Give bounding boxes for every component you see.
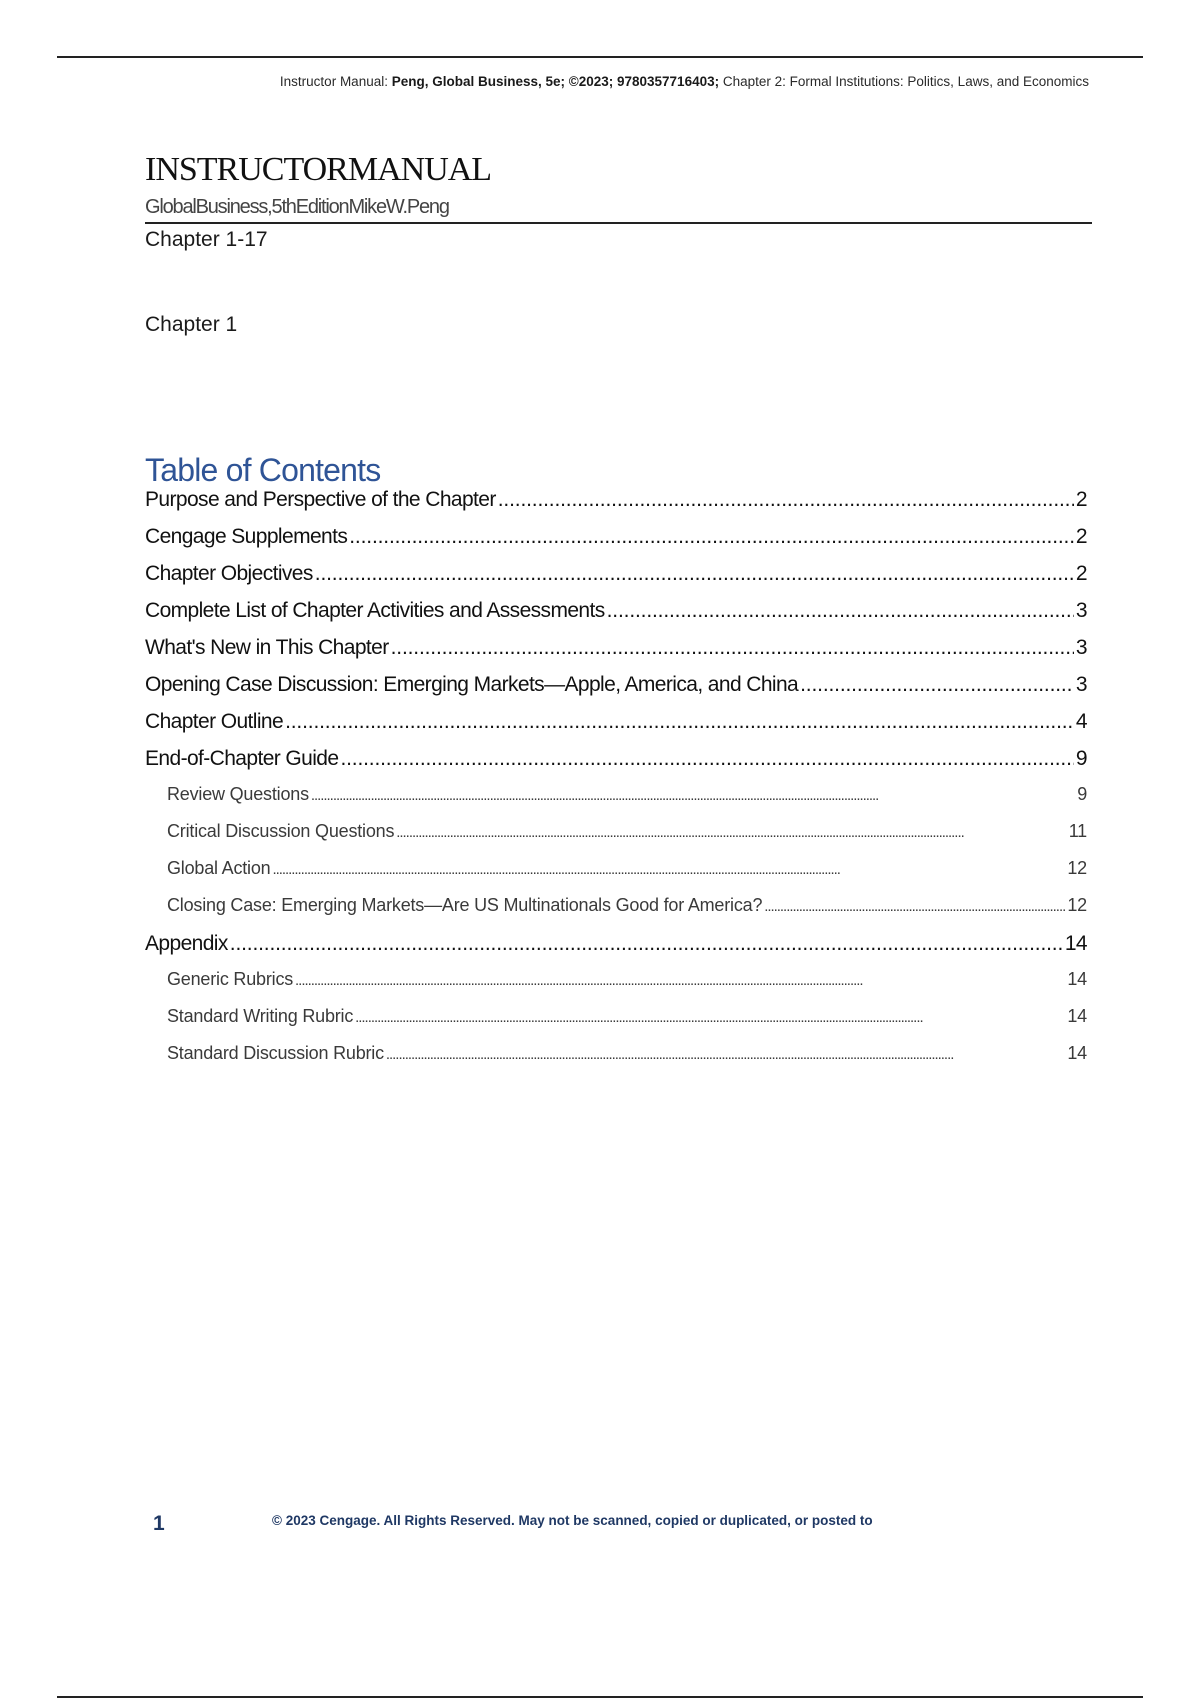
toc-page-number: 14 — [1064, 932, 1087, 955]
toc-entry-label: What's New in This Chapter — [145, 636, 389, 659]
toc-page-number: 14 — [1067, 1006, 1087, 1026]
toc-page-number: 2 — [1075, 488, 1087, 511]
toc-entry-opening-case[interactable] — [145, 673, 1087, 710]
chapter-label: Chapter 1 — [145, 313, 238, 336]
toc-entry-chapter-outline[interactable] — [145, 710, 1087, 747]
dot-leader — [295, 969, 1065, 990]
footer-copyright: © 2023 Cengage. All Rights Reserved. May not be scanned, copied or duplicated, or posted to — [272, 1513, 873, 1528]
toc-entry-appendix[interactable] — [145, 932, 1087, 969]
toc-entry-chapter-objectives[interactable] — [145, 562, 1087, 599]
toc-entry-end-of-chapter-guide[interactable] — [145, 747, 1087, 784]
toc-entry-label: Global Action — [167, 858, 271, 878]
dot-leader — [272, 858, 1065, 879]
header-rule — [57, 56, 1143, 58]
toc-entry-standard-writing-rubric[interactable] — [145, 1006, 1087, 1043]
dot-leader — [355, 1006, 1065, 1027]
toc-page-number: 9 — [1077, 784, 1087, 804]
running-header — [160, 72, 1089, 92]
toc-page-number: 3 — [1075, 673, 1087, 696]
dot-leader — [340, 747, 1073, 771]
toc-entry-cengage-supplements[interactable] — [145, 525, 1087, 562]
toc-entry-label: Review Questions — [167, 784, 309, 804]
toc-entry-activities-assessments[interactable] — [145, 599, 1087, 636]
toc-page-number: 12 — [1067, 895, 1087, 915]
toc-page-number: 9 — [1075, 747, 1087, 770]
running-header-prefix: Instructor Manual: — [279, 74, 392, 89]
dot-leader — [800, 673, 1074, 697]
dot-leader — [764, 895, 1065, 916]
dot-leader — [315, 562, 1074, 586]
toc-entry-review-questions[interactable] — [145, 784, 1087, 821]
running-header-chapter: Chapter 2: Formal Institutions: Politics, Laws, and Economics — [719, 74, 1089, 89]
footer-page-number: 1 — [153, 1512, 165, 1535]
document-subtitle: GlobalBusiness,5thEditionMikeW.Peng — [145, 196, 449, 218]
dot-leader — [230, 932, 1063, 956]
dot-leader — [386, 1043, 1065, 1064]
toc-entry-label: Critical Discussion Questions — [167, 821, 395, 841]
toc-entry-label: Closing Case: Emerging Markets—Are US Multinationals Good for America? — [167, 895, 763, 915]
toc-entry-label: Generic Rubrics — [167, 969, 294, 989]
toc-entry-global-action[interactable] — [145, 858, 1087, 895]
toc-entry-label: Chapter Objectives — [145, 562, 313, 585]
document-title: INSTRUCTORMANUAL — [145, 151, 492, 188]
toc-entry-label: Standard Writing Rubric — [167, 1006, 354, 1026]
toc-entry-purpose[interactable] — [145, 488, 1087, 525]
toc-entry-label: Chapter Outline — [145, 710, 284, 733]
toc-entry-whats-new[interactable] — [145, 636, 1087, 673]
toc-page-number: 12 — [1067, 858, 1087, 878]
toc-entry-critical-discussion-questions[interactable] — [145, 821, 1087, 858]
dot-leader — [285, 710, 1074, 734]
toc-page-number: 3 — [1075, 599, 1087, 622]
toc-entry-label: Cengage Supplements — [145, 525, 348, 548]
dot-leader — [349, 525, 1074, 549]
dot-leader — [607, 599, 1074, 623]
toc-entry-label: Standard Discussion Rubric — [167, 1043, 384, 1063]
toc-entry-label: End-of-Chapter Guide — [145, 747, 339, 770]
toc-page-number: 3 — [1075, 636, 1087, 659]
toc-entry-label: Opening Case Discussion: Emerging Markets—Apple, America, and China — [145, 673, 799, 696]
dot-leader — [498, 488, 1074, 512]
toc-page-number: 11 — [1068, 821, 1087, 841]
toc-entry-generic-rubrics[interactable] — [145, 969, 1087, 1006]
dot-leader — [396, 821, 1066, 842]
toc-page-number: 4 — [1075, 710, 1087, 733]
chapter-range: Chapter 1-17 — [145, 228, 268, 251]
dot-leader — [391, 636, 1074, 660]
toc-entry-closing-case[interactable] — [145, 895, 1087, 932]
toc-heading: Table of Contents — [145, 452, 381, 488]
toc-entry-label: Complete List of Chapter Activities and Assessments — [145, 599, 605, 622]
toc-entry-label: Appendix — [145, 932, 228, 955]
toc-page-number: 2 — [1075, 525, 1087, 548]
toc-page-number: 14 — [1067, 969, 1087, 989]
table-of-contents — [145, 488, 1087, 1080]
dot-leader — [311, 784, 1075, 805]
running-header-book-info: Peng, Global Business, 5e; ©2023; 9780357716403; — [391, 74, 720, 89]
toc-entry-label: Purpose and Perspective of the Chapter — [145, 488, 496, 511]
toc-entry-standard-discussion-rubric[interactable] — [145, 1043, 1087, 1080]
toc-page-number: 14 — [1067, 1043, 1087, 1063]
toc-page-number: 2 — [1075, 562, 1087, 585]
footer-rule — [57, 1696, 1143, 1698]
subtitle-rule — [145, 222, 1092, 224]
